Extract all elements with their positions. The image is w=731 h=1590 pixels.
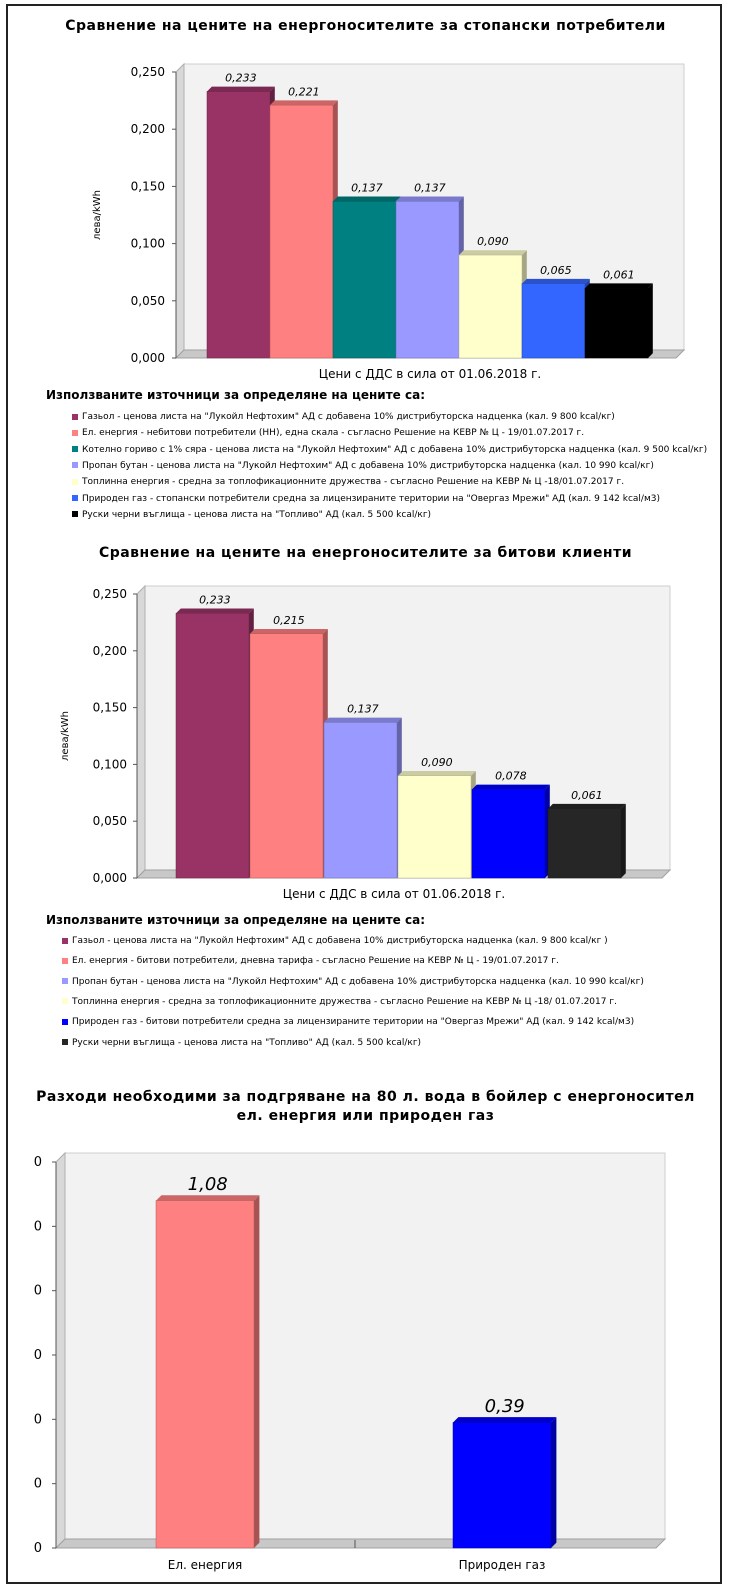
bar (324, 722, 397, 878)
x-axis-title: Цени с ДДС в сила от 01.06.2018 г. (318, 367, 542, 381)
bar (459, 255, 522, 358)
bar (156, 1201, 254, 1548)
y-tick-label: 0,200 (92, 643, 127, 658)
bar-top (176, 609, 254, 614)
bar-data-label: 0,137 (414, 181, 446, 195)
plot-floor (56, 1539, 665, 1548)
bar-side (254, 1195, 259, 1548)
x-category-label: Ел. енергия (167, 1558, 243, 1572)
y-tick-label: 0 (33, 1348, 42, 1363)
legend-swatch (62, 1039, 68, 1045)
bar (333, 201, 396, 358)
bar-data-label: 1,08 (187, 1174, 228, 1196)
y-tick-label: 0,250 (130, 65, 165, 79)
bar-data-label: 0,061 (603, 268, 635, 282)
chart1-title: Сравнение на цените на енергоносителите за стопански потребители (65, 18, 666, 34)
chart1-svg (0, 55, 731, 385)
x-category-label: Природен газ (458, 1558, 546, 1572)
legend-swatch (62, 978, 68, 984)
bar-top (459, 250, 527, 255)
legend-item (72, 510, 431, 520)
legend-label: Пропан бутан - ценова листа на "Лукойл Нефтохим" АД с добавена 10% дистрибуторска надценка (кал. 10 990 kcal/кг) (82, 460, 654, 471)
chart2-svg (0, 578, 731, 908)
y-tick-label: 0,000 (130, 351, 165, 365)
plot-side-wall (56, 1153, 65, 1548)
legend-item (72, 445, 707, 455)
bar-top (585, 283, 653, 288)
y-tick-label: 0 (33, 1283, 42, 1299)
bar (176, 613, 249, 878)
legend-label: Пропан бутан - ценова листа на "Лукойл Нефтохим" АД с добавена 10% дистрибуторска надценка (кал. 10 990 kcal/кг) (72, 976, 644, 987)
bar-side (551, 1417, 556, 1548)
chart3-svg (0, 1140, 731, 1580)
legend-swatch (62, 958, 68, 964)
legend-item (72, 428, 584, 438)
bar (585, 288, 648, 358)
bar-top (207, 87, 275, 92)
y-tick-label: 0 (33, 1541, 42, 1556)
legend-label: Ел. енергия - битови потребители, дневна тарифа - съгласно Решение на КЕВР № Ц - 19/01.07.2017 г. (72, 956, 559, 967)
legend-label: Котелно гориво с 1% сяра - ценова листа на "Лукойл Нефтохим" АД с добавена 10% дистрибуторска надценка (кал. 9 500 kcal/кг) (82, 444, 708, 455)
bar-data-label: 0,137 (351, 181, 383, 195)
legend-item (62, 956, 559, 966)
bar-side (621, 804, 626, 878)
y-tick-label: 0 (33, 1219, 42, 1235)
bar-top (324, 718, 402, 723)
legend-swatch (72, 462, 78, 468)
y-tick-label: 0,200 (130, 122, 165, 137)
legend-label: Газьол - ценова листа на "Лукойл Нефтохим" АД с добавена 10% дистрибуторска надценка (кал. 9 800 kcal/кг ) (72, 936, 608, 946)
y-tick-label: 0,150 (130, 179, 165, 194)
bar-top (333, 196, 401, 201)
chart2-legend-heading: Използваните източници за определяне на цените са: (46, 913, 425, 927)
legend-label: Природен газ - стопански потребители средна за лицензираните територии на "Овергаз Мрежи" АД (кал. 9 142 kcal/м3) (82, 493, 660, 504)
legend-item (72, 494, 660, 504)
plot-side-wall (176, 64, 184, 358)
bar-data-label: 0,39 (484, 1396, 525, 1418)
bar-top (472, 785, 550, 790)
bar-data-label: 0,215 (273, 613, 305, 627)
bar (250, 634, 323, 878)
y-tick-label: 0,100 (92, 757, 127, 772)
bar-top (270, 100, 338, 105)
bar (398, 776, 471, 878)
bar-data-label: 0,233 (225, 71, 257, 85)
legend-swatch (72, 479, 78, 485)
bar (453, 1423, 551, 1548)
y-tick-label: 0,100 (130, 236, 165, 251)
y-tick-label: 0,050 (92, 814, 127, 829)
legend-label: Руски черни въглища - ценова листа на "Топливо" АД (кал. 5 500 kcal/кг) (82, 509, 432, 520)
legend-swatch (72, 430, 78, 436)
legend-swatch (62, 998, 68, 1004)
bar-data-label: 0,233 (199, 593, 231, 607)
bar-data-label: 0,065 (540, 263, 572, 277)
legend-label: Ел. енергия - небитови потребители (НН), една скала - съгласно Решение на КЕВР № Ц - 19/01.07.2017 г. (82, 428, 585, 439)
legend-label: Природен газ - битови потребители средна за лицензираните територии на "Овергаз Мрежи" АД (кал. 9 142 kcal/м3) (72, 1017, 635, 1028)
bar (548, 809, 621, 878)
bar-top (398, 771, 476, 776)
bar-data-label: 0,221 (288, 85, 320, 99)
legend-item (72, 461, 654, 471)
bar-top (396, 196, 464, 201)
bar (207, 91, 270, 358)
legend-item (62, 1038, 421, 1048)
x-axis-title: Цени с ДДС в сила от 01.06.2018 г. (282, 887, 506, 901)
y-axis-title: лева/kWh (92, 190, 103, 240)
legend-item (72, 477, 624, 487)
bar (472, 789, 545, 878)
bar (270, 105, 333, 358)
legend-item (62, 997, 617, 1007)
y-axis-title: лева/kWh (60, 711, 71, 761)
bar (522, 284, 585, 358)
y-tick-label: 0,050 (130, 293, 165, 308)
bar-side (648, 283, 653, 358)
bar-data-label: 0,061 (571, 788, 603, 802)
legend-label: Руски черни въглища - ценова листа на "Топливо" АД (кал. 5 500 kcal/кг) (72, 1037, 422, 1048)
bar-top (250, 629, 328, 634)
legend-swatch (62, 1019, 68, 1025)
legend-item (62, 977, 644, 987)
y-tick-label: 0 (33, 1412, 42, 1428)
chart1-legend-heading: Използваните източници за определяне на цените са: (46, 388, 425, 402)
legend-item (62, 936, 608, 946)
plot-back-wall (56, 1153, 665, 1548)
plot-side-wall (137, 586, 145, 878)
chart3-title: Разходи необходими за подгряване на 80 л. вода в бойлер с енергоносител (36, 1089, 695, 1105)
y-tick-label: 0 (33, 1155, 42, 1170)
bar-data-label: 0,137 (347, 702, 379, 716)
bar-top (156, 1195, 259, 1200)
bar-top (522, 279, 590, 284)
bar-top (548, 804, 626, 809)
bar-data-label: 0,078 (495, 769, 527, 783)
legend-swatch (72, 511, 78, 517)
legend-swatch (72, 446, 78, 452)
y-tick-label: 0,250 (92, 587, 127, 601)
legend-item (62, 1017, 634, 1027)
chart3-subtitle: ел. енергия или природен газ (236, 1108, 495, 1124)
legend-swatch (72, 495, 78, 501)
bar-top (453, 1417, 556, 1422)
y-tick-label: 0 (33, 1476, 42, 1492)
chart2-title: Сравнение на цените на енергоносителите за битови клиенти (98, 545, 633, 561)
legend-label: Газьол - ценова листа на "Лукойл Нефтохим" АД с добавена 10% дистрибуторска надценка (кал. 9 800 kcal/кг) (82, 412, 615, 422)
y-tick-label: 0,150 (92, 700, 127, 715)
legend-label: Топлинна енергия - средна за топлофикационните дружества - съгласно Решение на КЕВР № Ц -18/01.07.2017 г. (82, 477, 625, 488)
y-tick-label: 0,000 (92, 871, 127, 885)
bar (396, 201, 459, 358)
bar-data-label: 0,090 (421, 755, 453, 769)
legend-swatch (62, 938, 68, 944)
legend-label: Топлинна енергия - средна за топлофикационните дружества - съгласно Решение на КЕВР № Ц -18/ 01.07.2017 г. (72, 996, 617, 1007)
legend-swatch (72, 414, 78, 420)
bar-data-label: 0,090 (477, 235, 509, 249)
legend-item (72, 412, 615, 422)
